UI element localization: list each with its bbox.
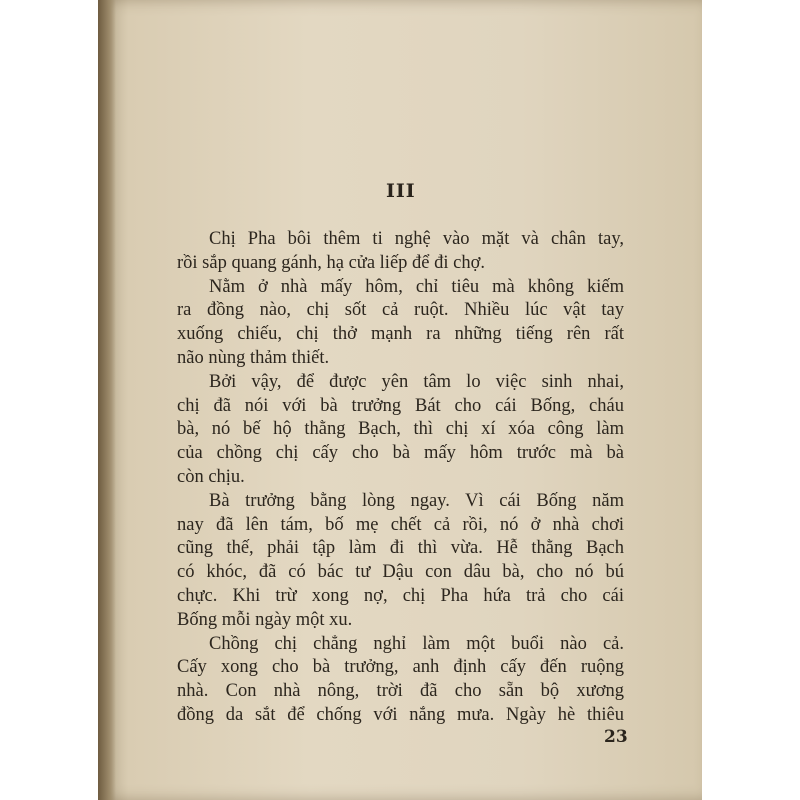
body-text (177, 228, 624, 728)
text-line: chị đã nói với bà trưởng Bát cho cái Bống, cháu (177, 395, 624, 416)
text-line: Bởi vậy, để được yên tâm lo việc sinh nhai, (209, 371, 624, 392)
text-line: cũng thế, phải tập làm đi thì vừa. Hễ thằng Bạch (177, 538, 624, 559)
text-line: của chồng chị cấy cho bà mấy hôm trước mà bà (177, 443, 624, 464)
text-line: Cấy xong cho bà trưởng, anh định cấy đến ruộng (177, 657, 624, 678)
text-line: Bống mỗi ngày một xu. (177, 609, 353, 630)
text-line: Chồng chị chẳng nghỉ làm một buổi nào cả. (209, 633, 624, 654)
text-line: xuống chiếu, chị thở mạnh ra những tiếng rên rất (177, 324, 624, 345)
background-left (0, 0, 112, 800)
text-line: chực. Khi trừ xong nợ, chị Pha hứa trả cho cái (177, 585, 624, 606)
text-line: còn chịu. (177, 466, 245, 487)
text-line: rồi sắp quang gánh, hạ cửa liếp để đi chợ. (177, 252, 486, 273)
book-spine-shadow (98, 0, 116, 800)
text-line: nhà. Con nhà nông, trời đã cho sẵn bộ xương (177, 681, 624, 702)
page-number: 23 (604, 727, 628, 747)
text-line: đồng da sắt để chống với nắng mưa. Ngày hè thiêu (177, 704, 624, 725)
text-line: Chị Pha bôi thêm ti nghệ vào mặt và chân tay, (209, 229, 624, 249)
text-line: bà, nó bế hộ thằng Bạch, thì chị xí xóa công làm (177, 419, 624, 440)
text-line: Bà trưởng bằng lòng ngay. Vì cái Bống năm (209, 490, 624, 511)
text-line: có khóc, đã có bác tư Dậu con dâu bà, cho nó bú (177, 562, 624, 583)
text-line: Nằm ở nhà mấy hôm, chỉ tiêu mà không kiếm (209, 276, 624, 297)
text-line: nay đã lên tám, bố mẹ chết cả rồi, nó ở nhà chơi (177, 514, 624, 535)
chapter-heading: III (386, 180, 416, 202)
text-line: não nùng thảm thiết. (177, 347, 330, 368)
text-line: ra đồng nào, chị sốt cả ruột. Nhiều lúc vật tay (177, 300, 624, 321)
